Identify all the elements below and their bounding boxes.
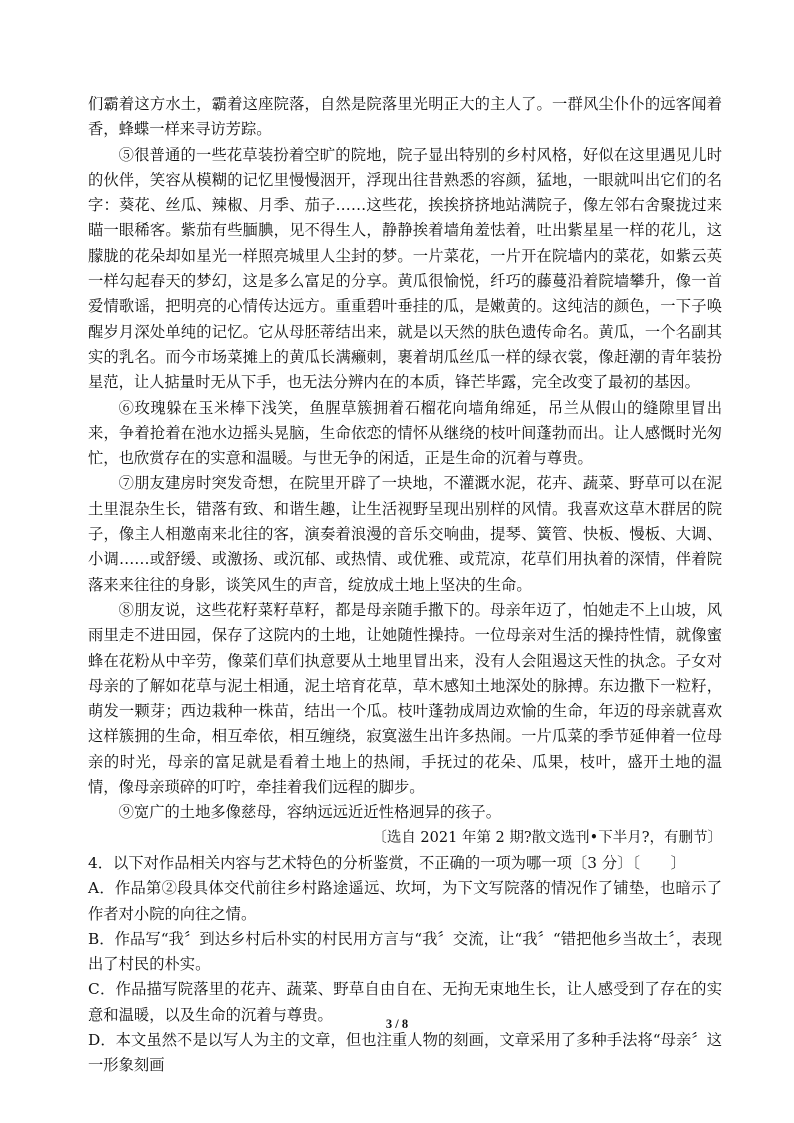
option-d: D．本文虽然不是以写人为主的文章，但也注重人物的刻画，文章采用了多种手法将“母亲〞这一形象刻画 (88, 1030, 722, 1075)
article-paragraph: 们霸着这方水土，霸着这座院落，自然是院落里光明正大的主人了。一群风尘仆仆的远客闻着香，蜂蝶一样来寻访芳踪。 (88, 95, 722, 139)
article-paragraph: ⑤很普通的一些花草装扮着空旷的院地，院子显出特别的乡村风格，好似在这里遇见儿时的伙伴，笑容从模糊的记忆里慢慢洇开，浮现出往昔熟悉的容颜，猛地，一眼就叫出它们的名字：葵花、丝瓜、辣椒、月季、茄子……这些花，挨挨挤挤地站满院子，像左邻右舍聚拢过来瞄一眼稀客。紫茄有些腼腆，见不得生人，静静挨着墙角羞怯着，吐出紫星星一样的花儿，这朦胧的花朵却如星光一样照亮城里人尘封的梦。一片菜花，一片开在院墙内的菜花，如紫云英一样勾起春天的梦幻，这是多么富足的分享。黄瓜很愉悦，纤巧的藤蔓沿着院墙攀升，像一首爱情歌谣，把明亮的心情传达远方。重重碧叶垂挂的瓜，是嫩黄的。这纯洁的颜色，一下子唤醒岁月深处单纯的记忆。它从母胚蒂结出来，就是以天然的肤色遗传命名。黄瓜，一个名副其实的乳名。而今市场菜摊上的黄瓜长满癞刺，裹着胡瓜丝瓜一样的绿衣裳，像赶潮的青年装扮星范，让人掂量时无从下手，也无法分辨内在的本质，锋芒毕露，完全改变了最初的基因。 (88, 145, 722, 392)
option-a: A．作品第②段具体交代前往乡村路途遥远、坎坷，为下文写院落的情况作了铺垫，也暗示了作者对小院的向往之情。 (88, 879, 722, 923)
page-number: 3 / 8 (385, 1017, 409, 1031)
article-paragraph: ⑧朋友说，这些花籽菜籽草籽，都是母亲随手撒下的。母亲年迈了，怕她走不上山坡，风雨里走不进田园，保存了这院内的土地，让她随性操持。一位母亲对生活的操持性情，就像蜜蜂在花粉从中辛劳，像菜们草们执意要从土地里冒出来，没有人会阻遏这天性的执念。子女对母亲的了解如花草与泥土相通，泥土培育花草，草木感知土地深处的脉搏。东边撒下一粒籽，萌发一颗芽；西边栽种一株苗，结出一个瓜。枝叶蓬勃成周边欢愉的生命，年迈的母亲就喜欢这样簇拥的生命，相互牵依，相互缠绕，寂寞滋生出许多热闹。一片瓜菜的季节延伸着一位母亲的时光，母亲的富足就是看着土地上的热闹，手抚过的花朵、瓜果，枝叶，盛开土地的温情，像母亲琐碎的叮咛，牵挂着我们远程的脚步。 (88, 600, 722, 797)
article-paragraph: ⑨宽广的土地多像慈母，容纳远远近近性格迥异的孩子。 (118, 803, 502, 822)
option-b: B．作品写“我〞到达乡村后朴实的村民用方言与“我〞交流，让“我〞“错把他乡当故土〞，表现出了村民的朴实。 (88, 929, 722, 974)
question-stem: 4．以下对作品相关内容与艺术特色的分析鉴赏，不正确的一项为哪一项〔3 分〕〔 〕 (88, 853, 686, 872)
article-paragraph: ⑥玫瑰躲在玉米棒下浅笑，鱼腥草簇拥着石榴花向墙角绵延，吊兰从假山的缝隙里冒出来，争着抢着在池水边摇头晃脑，生命依恋的情怀从继绕的枝叶间蓬勃而出。让人感慨时光匆忙，也欣赏存在的实意和温暖。与世无争的闲适，正是生命的沉着与尊贵。 (88, 398, 722, 468)
page-content (88, 92, 722, 1079)
article-source: 〔选自 2021 年第 2 期?散文选刊•下半月?，有删节〕 (372, 829, 722, 846)
option-c: C．作品描写院落里的花卉、蔬菜、野草自由自在、无拘无束地生长，让人感受到了存在的实意和温暖，以及生命的沉着与尊贵。 (88, 980, 722, 1024)
article-paragraph: ⑦朋友建房时突发奇想，在院里开辟了一块地，不灌溉水泥，花卉、蔬菜、野草可以在泥土里混杂生长，错落有致、和谐生趣，让生活视野呈现出别样的风情。我喜欢这草木群居的院子，像主人相邀南来北往的客，演奏着浪漫的音乐交响曲，提琴、簧管、快板、慢板、大调、小调……或舒缓、或激扬、或沉郁、或热情、或优雅、或荒凉，花草们用执着的深情，伴着院落来来往往的身影，谈笑风生的声音，绽放成土地上坚决的生命。 (88, 474, 722, 594)
